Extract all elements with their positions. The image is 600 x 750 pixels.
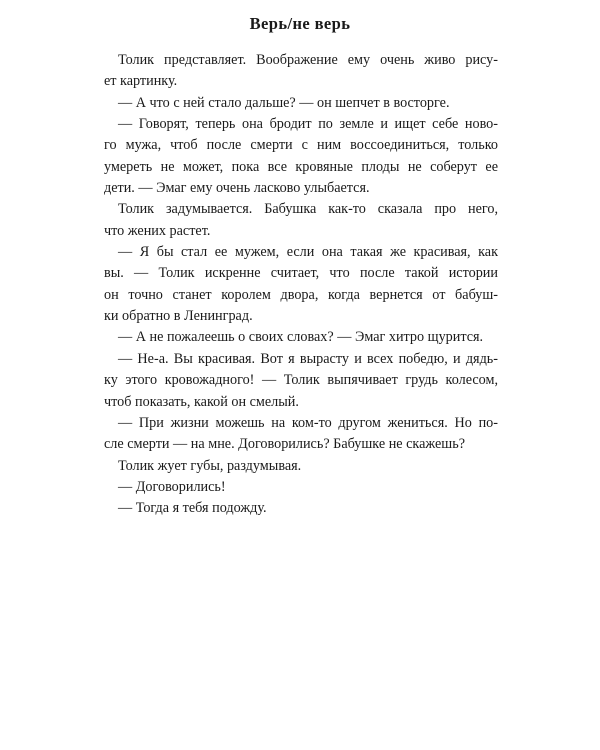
text-line: — А не пожалеешь о своих словах? — Эмаг хитро щурится. [118,329,484,346]
text-line: го мужа, чтоб после смерти с ним воссоединиться, только [104,137,498,154]
text-line: вы. — Толик искренне считает, что после такой истории [104,265,498,282]
text-line: Толик представляет. Воображение ему очень живо рису- [118,52,498,68]
text-line: он точно станет королем двора, когда вернется от бабуш- [104,286,498,303]
text-line: что жених растет. [104,222,211,239]
text-line: — Тогда я тебя подожду. [118,500,267,517]
text-line: ку этого кровожадного! — Толик выпячивает грудь колесом, [104,372,498,389]
body-text [104,50,498,520]
text-line: — Не-а. Вы красивая. Вот я вырасту и всех победю, и дядь- [118,350,498,367]
text-line: ет картинку. [104,73,178,90]
text-line: умереть не может, пока все кровяные плоды не соберут ее [104,158,498,175]
text-line: Толик задумывается. Бабушка как-то сказала про него, [118,201,498,218]
text-line: ки обратно в Ленинград. [104,308,253,325]
text-line: — Договорились! [118,478,226,495]
text-line: — Я бы стал ее мужем, если она такая же красивая, как [118,244,498,261]
text-line: дети. — Эмаг ему очень ласково улыбается. [104,180,370,197]
text-line: Толик жует губы, раздумывая. [118,457,302,474]
text-line: — Говорят, теперь она бродит по земле и ищет себе ново- [118,116,498,133]
text-line: — А что с ней стало дальше? — он шепчет в восторге. [118,94,450,111]
running-head: Верь/не верь [249,14,351,33]
text-line: — При жизни можешь на ком-то другом жениться. Но по- [118,414,498,431]
text-line: сле смерти — на мне. Договорились? Бабушке не скажешь? [104,436,466,453]
text-line: чтоб показать, какой он смелый. [104,393,299,410]
